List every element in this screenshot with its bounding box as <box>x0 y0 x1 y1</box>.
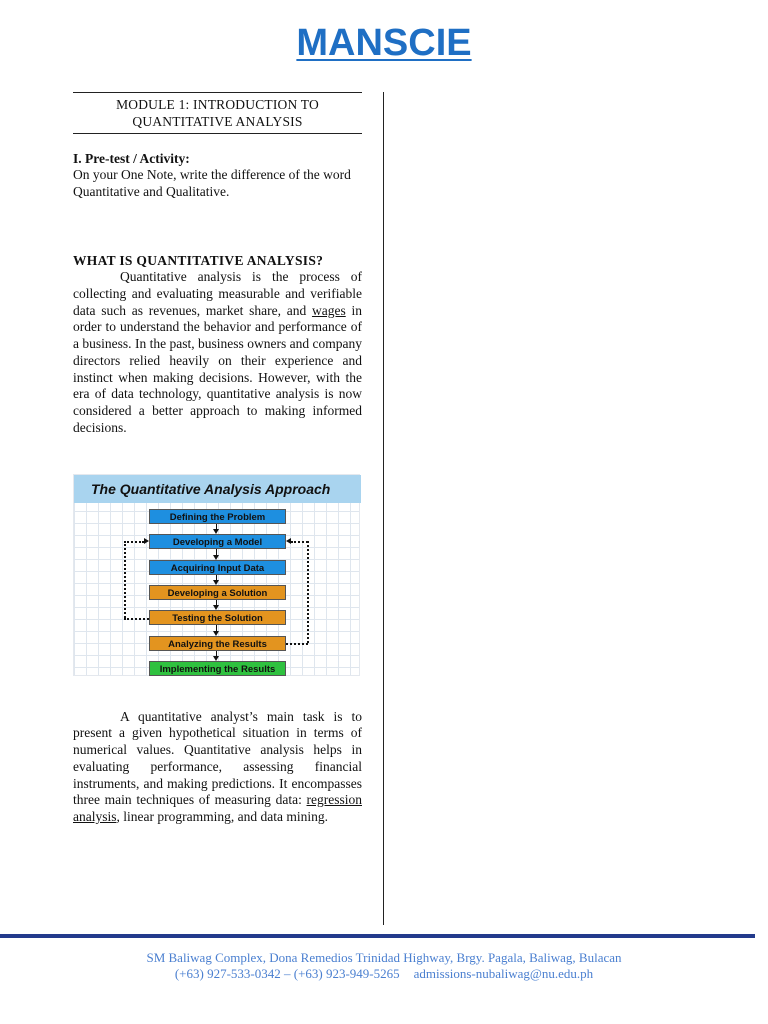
pretest-heading: I. Pre-test / Activity: <box>73 151 190 166</box>
connector-arrowhead-icon <box>213 555 219 560</box>
wages-link[interactable]: wages <box>311 302 346 318</box>
section-heading: WHAT IS QUANTITATIVE ANALYSIS? <box>73 253 324 269</box>
definition-text-end: in order to understand the behavior and performance of a business. In the past, business owners and company directors relied heavily on their experience and instinct when making decisions. However, with the era of data technology, quantitative analysis is now considered a better approach to making informed decisions. <box>73 302 362 435</box>
right-loop-top <box>291 541 308 543</box>
pretest-instructions: On your One Note, write the difference of the word Quantitative and Qualitative. <box>73 167 351 199</box>
definition-text-start: Quantitative analysis is the process of collecting and evaluating measurable and verifiable data such as revenues, market share, and <box>73 269 362 318</box>
left-loop-arrow-icon <box>144 538 149 544</box>
left-column <box>73 92 362 826</box>
analyst-task-paragraph <box>73 709 362 826</box>
footer-phones: (+63) 927-533-0342 – (+63) 923-949-5265 <box>174 966 400 981</box>
right-loop-arrow-icon <box>286 538 291 544</box>
step-developing-a-solution: Developing a Solution <box>149 585 286 600</box>
step-implementing-the-results: Implementing the Results <box>149 661 286 676</box>
diagram-title: The Quantitative Analysis Approach <box>74 475 361 503</box>
module-title-box <box>73 92 362 134</box>
footer-rule <box>0 934 755 938</box>
step-analyzing-the-results: Analyzing the Results <box>149 636 286 651</box>
quantitative-analysis-approach-diagram <box>73 474 360 676</box>
analyst-text-start: A quantitative analyst’s main task is to present a given hypothetical situation in terms of numerical values. Quantitative analysis helps in evaluating performance, assessing financial instruments, and making predictions. It encompasses three main techniques of measuring data: <box>73 708 362 808</box>
left-loop-side <box>124 541 126 618</box>
module-title-line-2: QUANTITATIVE ANALYSIS <box>132 114 303 129</box>
connector-arrowhead-icon <box>213 580 219 585</box>
step-defining-the-problem: Defining the Problem <box>149 509 286 524</box>
column-divider <box>383 92 384 925</box>
document-title: MANSCIE <box>296 22 472 64</box>
module-title-line-1: MODULE 1: INTRODUCTION TO <box>116 97 319 112</box>
connector-arrowhead-icon <box>213 656 219 661</box>
connector-arrowhead-icon <box>213 529 219 534</box>
step-acquiring-input-data: Acquiring Input Data <box>149 560 286 575</box>
definition-paragraph <box>73 269 362 437</box>
connector-arrowhead-icon <box>213 631 219 636</box>
connector-arrowhead-icon <box>213 605 219 610</box>
regression-analysis-link[interactable]: regression analysis <box>73 792 362 825</box>
step-testing-the-solution: Testing the Solution <box>149 610 286 625</box>
left-loop-bottom <box>124 618 149 620</box>
right-loop-bottom <box>286 643 308 645</box>
footer-address: SM Baliwag Complex, Dona Remedios Trinidad Highway, Brgy. Pagala, Baliwag, Bulacan <box>146 950 622 965</box>
left-loop-top <box>124 541 144 543</box>
right-loop-side <box>307 541 309 643</box>
analyst-text-end: , linear programming, and data mining. <box>116 809 328 825</box>
footer-email[interactable]: admissions-nubaliwag@nu.edu.ph <box>413 966 594 981</box>
footer-contact <box>0 966 768 982</box>
step-developing-a-model: Developing a Model <box>149 534 286 549</box>
